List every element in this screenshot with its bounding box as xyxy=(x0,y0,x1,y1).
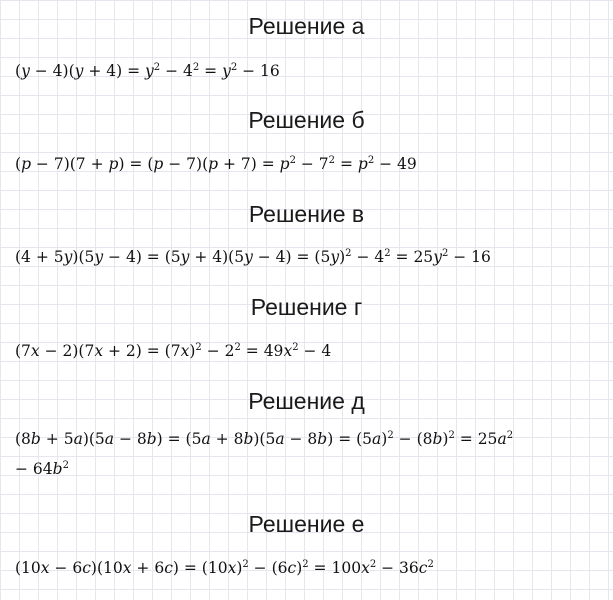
heading-solution-g: Решение г xyxy=(250,294,363,320)
heading-solution-d: Решение д xyxy=(248,388,365,414)
equation-v: $(4 + 5y)(5y - 4) = (5y + 4)(5y - 4) = (5y)^2 - 4^2 = 25y^2 - 16$ xyxy=(15,248,491,266)
equation-b: $(p - 7)(7 + p) = (p - 7)(p + 7) = p^2 - 7^2 = p^2 - 49$ xyxy=(15,155,417,173)
heading-solution-v: Решение в xyxy=(248,201,365,227)
heading-solution-b: Решение б xyxy=(248,107,365,133)
equation-d: $(8b + 5a)(5a - 8b) = (5a + 8b)(5a - 8b) = (5a)^2 - (8b)^2 = 25a^2$ xyxy=(15,430,514,448)
equation-a: $(y - 4)(y + 4) = y^2 - 4^2 = y^2 - 16$ xyxy=(15,62,280,80)
heading-solution-e: Решение е xyxy=(248,511,365,537)
equation-e: $(10x - 6c)(10x + 6c) = (10x)^2 - (6c)^2 = 100x^2 - 36c^2$ xyxy=(15,559,434,577)
equation-d-continued: − $64b^2$ xyxy=(15,460,69,478)
equation-g: $(7x - 2)(7x + 2) = (7x)^2 - 2^2 = 49x^2 - 4$ xyxy=(15,342,332,360)
heading-solution-a: Решение а xyxy=(248,13,365,39)
